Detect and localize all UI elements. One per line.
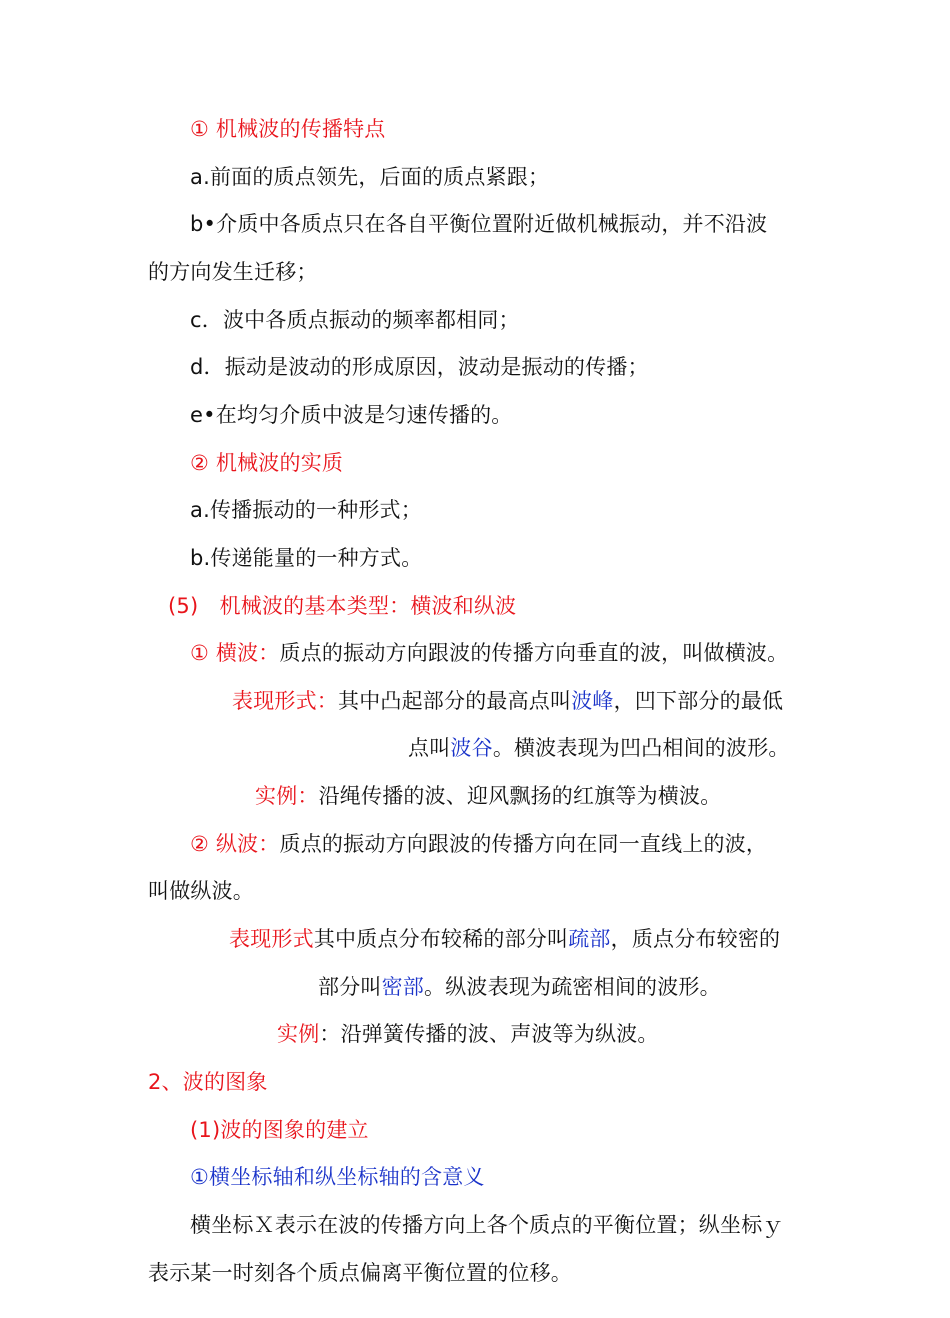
transverse-definition: [190, 638, 788, 668]
term-compression: 密部: [381, 975, 425, 999]
heading-wave-essence: ② 机械波的实质: [190, 451, 344, 475]
item-b-no-migration: b•介质中各质点只在各自平衡位置附近做机械振动，并不沿波: [190, 212, 768, 236]
axis-explanation: 横坐标Ｘ表示在波的传播方向上各个质点的平衡位置；纵坐标ｙ: [190, 1213, 784, 1237]
longitudinal-form-text2: 部分叫: [318, 975, 382, 999]
essence-b: b.传递能量的一种方式。: [190, 546, 423, 570]
transverse-form-line2: [408, 733, 790, 763]
longitudinal-label: ② 纵波：: [190, 832, 280, 856]
transverse-form-text3: 。横波表现为凹凸相间的波形。: [492, 736, 790, 760]
term-trough: 波谷: [450, 736, 493, 760]
longitudinal-example-text: ：沿弹簧传播的波、声波等为纵波。: [319, 1022, 659, 1046]
longitudinal-example: [277, 1019, 659, 1049]
heading-propagation-features: ① 机械波的传播特点: [190, 117, 386, 141]
transverse-example: [255, 781, 721, 811]
transverse-form-text: 其中凸起部分的最高点叫: [338, 689, 572, 713]
longitudinal-definition-cont: 叫做纵波。: [148, 879, 254, 903]
transverse-label: ① 横波：: [190, 641, 280, 665]
essence-a: a.传播振动的一种形式；: [190, 498, 422, 522]
heading-wave-graph: 2、波的图象: [148, 1070, 268, 1094]
longitudinal-text: 质点的振动方向跟波的传播方向在同一直线上的波，: [279, 832, 768, 856]
axis-explanation-cont: 表示某一时刻各个质点偏离平衡位置的位移。: [148, 1261, 572, 1285]
item-c-same-frequency: c．波中各质点振动的频率都相同；: [190, 308, 520, 332]
item-d-cause: d．振动是波动的形成原因，波动是振动的传播；: [190, 355, 649, 379]
term-crest: 波峰: [571, 689, 614, 713]
term-rarefaction: 疏部: [568, 927, 611, 951]
longitudinal-form-line2: [318, 972, 721, 1002]
item-a-leading: a.前面的质点领先，后面的质点紧跟；: [190, 165, 550, 189]
heading-basic-types: (5) 机械波的基本类型：横波和纵波: [168, 594, 517, 618]
transverse-text: 质点的振动方向跟波的传播方向垂直的波，叫做横波。: [279, 641, 789, 665]
transverse-form-label: 表现形式：: [232, 689, 338, 713]
transverse-form-text2: 点叫: [408, 736, 451, 760]
longitudinal-form-text-cont: ，质点分布较密的: [610, 927, 781, 951]
longitudinal-form-label: 表现形式: [229, 927, 314, 951]
item-b-continued: 的方向发生迁移；: [148, 260, 318, 284]
longitudinal-definition: [190, 829, 767, 859]
longitudinal-form-line1: [229, 924, 780, 954]
longitudinal-form-text: 其中质点分布较稀的部分叫: [313, 927, 569, 951]
longitudinal-form-text3: 。纵波表现为疏密相间的波形。: [424, 975, 721, 999]
heading-graph-construction: (1)波的图象的建立: [190, 1118, 369, 1142]
transverse-form-line1: [232, 686, 783, 716]
transverse-example-label: 实例：: [255, 784, 319, 808]
transverse-example-text: 沿绳传播的波、迎风飘扬的红旗等为横波。: [318, 784, 722, 808]
item-e-uniform-speed: e•在均匀介质中波是匀速传播的。: [190, 403, 513, 427]
transverse-form-text-cont: ，凹下部分的最低: [613, 689, 784, 713]
heading-axis-meaning: ①横坐标轴和纵坐标轴的含意义: [190, 1165, 485, 1189]
longitudinal-example-label: 实例: [277, 1022, 320, 1046]
